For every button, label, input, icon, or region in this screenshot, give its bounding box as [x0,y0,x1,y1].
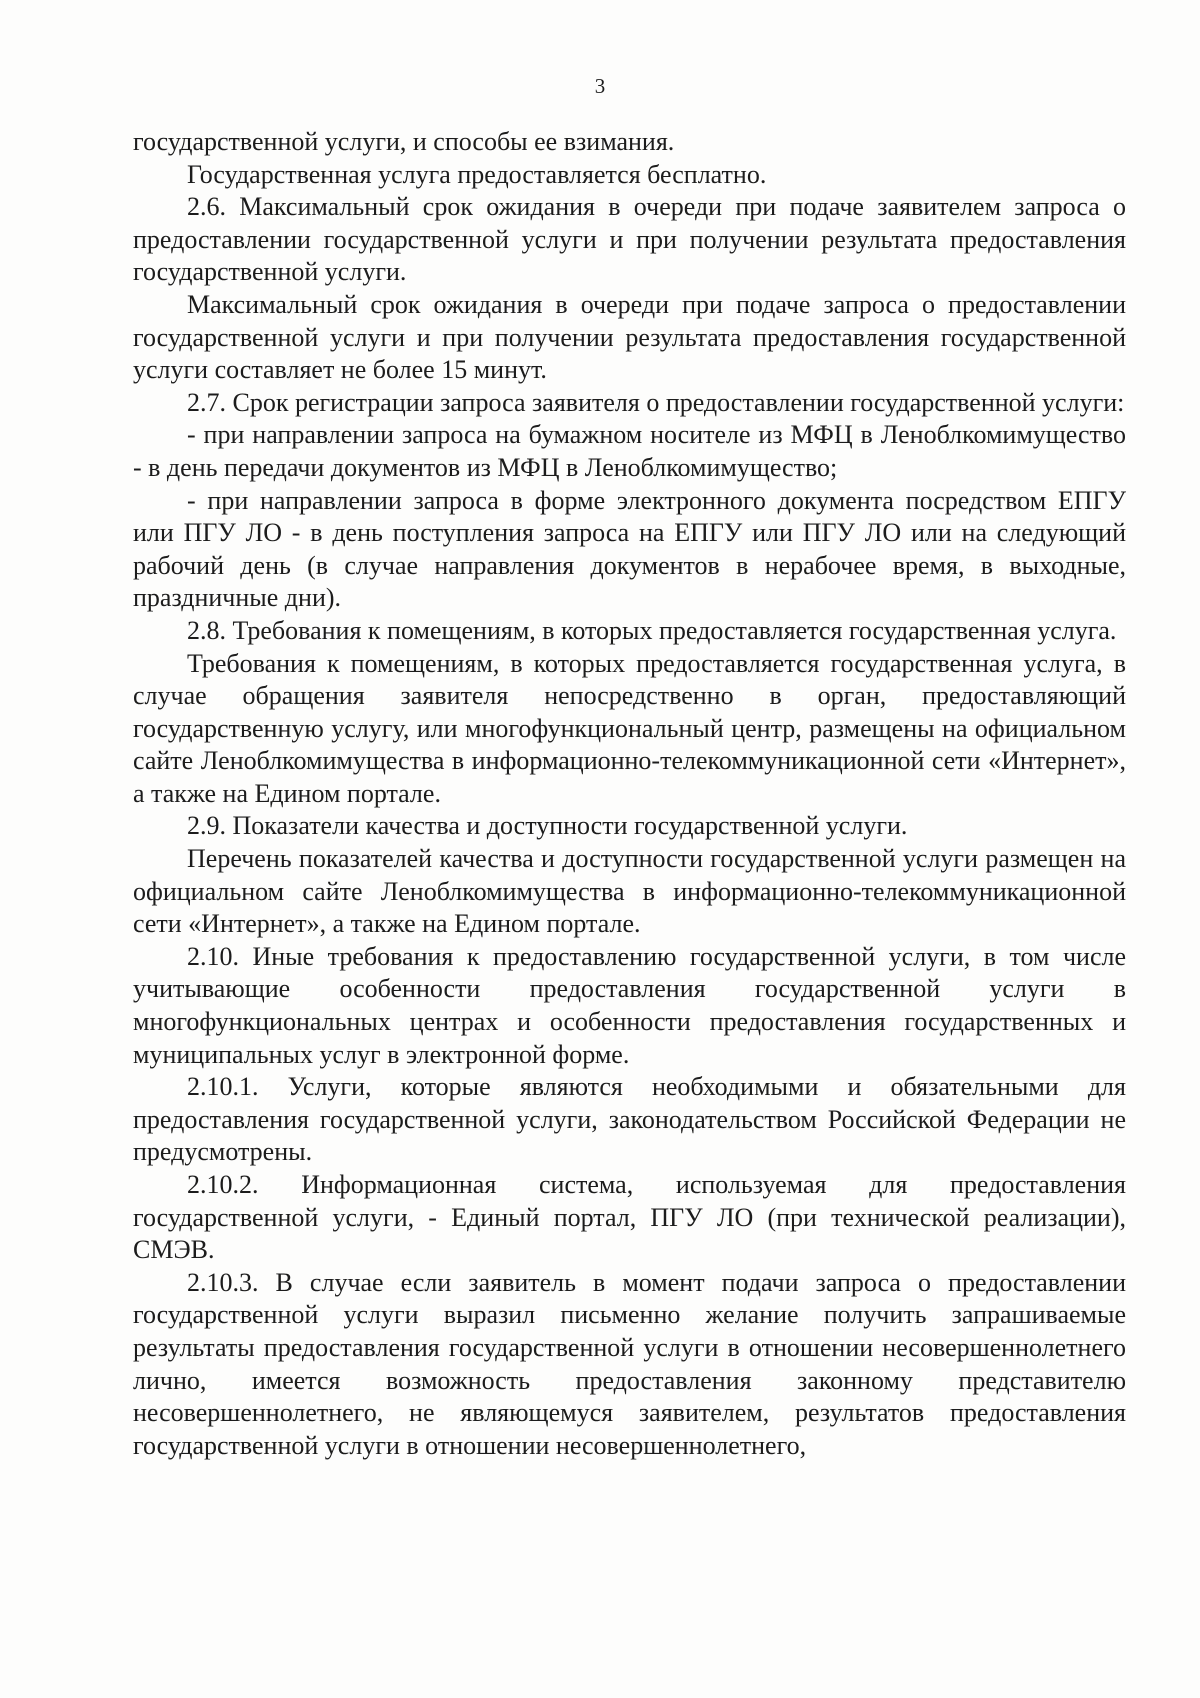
paragraph: Требования к помещениям, в которых предоставляется государственная услуга, в случае обращения заявителя непосредственно в орган, предоставляющий государственную услугу, или многофункциональный центр, размещены на официальном сайте Леноблкомимущества в информационно-телекоммуникационной сети «Интернет», а также на Едином портале. [133,648,1126,808]
paragraph: - при направлении запроса на бумажном носителе из МФЦ в Леноблкомимущество - в день передачи документов из МФЦ в Леноблкомимущество; [133,420,1126,482]
paragraph: Государственная услуга предоставляется бесплатно. [187,159,767,189]
paragraph: 2.6. Максимальный срок ожидания в очереди при подаче заявителем запроса о предоставлении государственной услуги и при получении результата предоставления государственной услуги. [133,192,1126,287]
paragraph: 2.10.2. Информационная система, используемая для предоставления государственной услуги, - Единый портал, ПГУ ЛО (при технической реализации), СМЭВ. [133,1170,1126,1265]
paragraph: государственной услуги, и способы ее взимания. [133,127,675,156]
paragraph: Максимальный срок ожидания в очереди при подаче запроса о предоставлении государственной услуги и при получении результата предоставления государственной услуги составляет не более 15 минут. [133,289,1126,385]
page-number: 3 [594,74,606,98]
paragraph: 2.9. Показатели качества и доступности государственной услуги. [187,811,908,841]
paragraph: 2.10. Иные требования к предоставлению государственной услуги, в том числе учитывающие особенности предоставления государственной услуги в многофункциональных центрах и особенности предоставления государственных и муниципальных услуг в электронной форме. [133,941,1126,1069]
paragraph: 2.10.3. В случае если заявитель в момент подачи запроса о предоставлении государственной услуги выразил письменно желание получить запрашиваемые результаты предоставления государственной услуги в отношении несовершеннолетнего лично, имеется возможность предоставления законному представителю несовершеннолетнего, не являющемуся заявителем, результатов предоставления государственной услуги в отношении несовершеннолетнего, [133,1267,1126,1460]
paragraph: 2.7. Срок регистрации запроса заявителя о предоставлении государственной услуги: [187,387,1125,417]
paragraph: 2.8. Требования к помещениям, в которых предоставляется государственная услуга. [187,615,1117,645]
paragraph: - при направлении запроса в форме электронного документа посредством ЕПГУ или ПГУ ЛО - в день поступления запроса на ЕПГУ или ПГУ ЛО или на следующий рабочий день (в случае направления документов в нерабочее время, в выходные, праздничные дни). [133,485,1126,613]
paragraph: 2.10.1. Услуги, которые являются необходимыми и обязательными для предоставления государственной услуги, законодательством Российской Федерации не предусмотрены. [133,1072,1126,1167]
paragraph: Перечень показателей качества и доступности государственной услуги размещен на официальном сайте Леноблкомимущества в информационно-телекоммуникационной сети «Интернет», а также на Едином портале. [133,844,1126,939]
document-body [133,126,1126,1462]
